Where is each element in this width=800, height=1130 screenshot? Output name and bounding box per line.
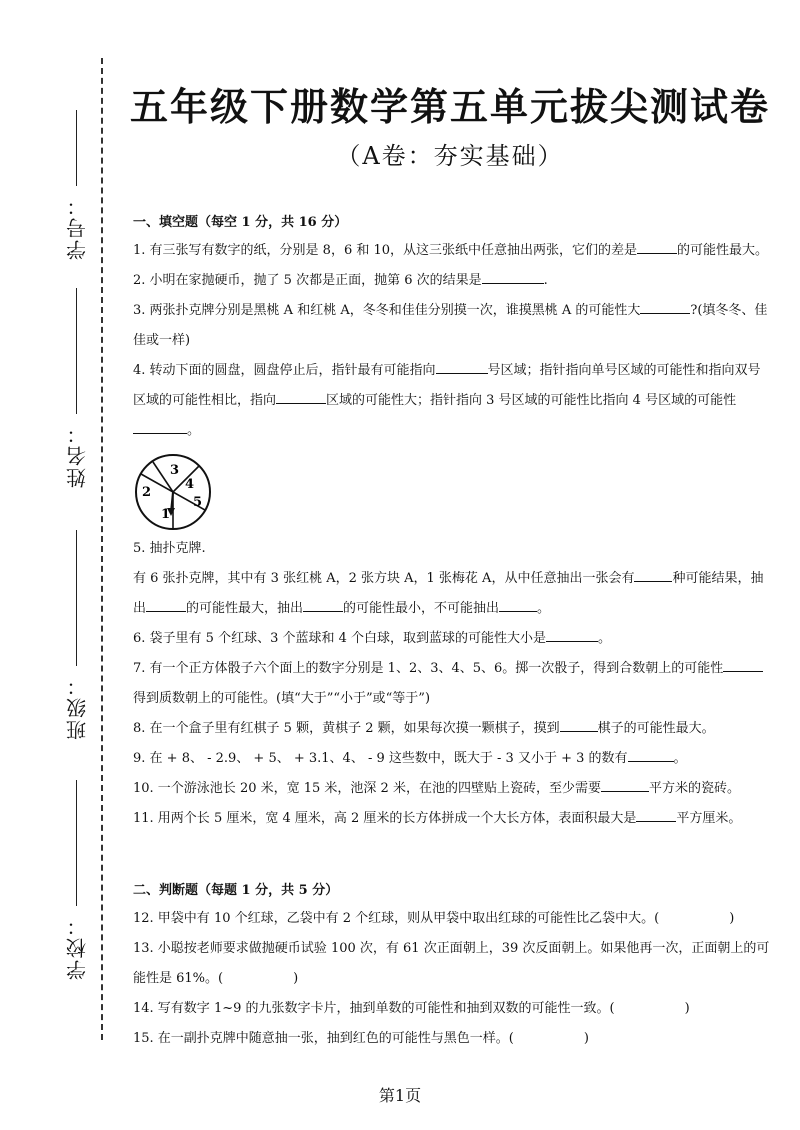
answer-blank[interactable] bbox=[133, 419, 187, 434]
page-title: 五年级下册数学第五单元拔尖测试卷 bbox=[129, 84, 770, 129]
answer-blank[interactable] bbox=[546, 627, 598, 642]
answer-blank[interactable] bbox=[276, 389, 326, 404]
binding-margin bbox=[0, 0, 110, 1130]
spinner-number: 3 bbox=[170, 463, 180, 478]
question-13: 13. 小聪按老师要求做抛硬币试验 100 次，有 61 次正面朝上，39 次反面朝上。如果他再一次，正面朝上的可能性是 61%。( ) bbox=[133, 941, 770, 986]
dashed-cut-line bbox=[101, 58, 103, 1040]
answer-blank[interactable] bbox=[637, 239, 677, 254]
answer-blank[interactable] bbox=[499, 597, 537, 612]
question-4: 4. 转动下面的圆盘，圆盘停止后，指针最有可能指向 号区域；指针指向单号区域的可能性和指向双号区域的可能性相比，指向 区域的可能性大；指针指向 3 号区域的可能性比指向 4 号区域的可能性。 bbox=[133, 356, 773, 446]
question-12: 12. 甲袋中有 10 个红球，乙袋中有 2 个红球，则从甲袋中取出红球的可能性比乙袋中大。( ) bbox=[133, 911, 735, 926]
name-line bbox=[77, 288, 78, 414]
spinner-number: 5 bbox=[193, 495, 203, 510]
exam-content bbox=[133, 210, 773, 1054]
class-label: 班级： bbox=[65, 674, 90, 740]
answer-blank[interactable] bbox=[146, 597, 186, 612]
answer-blank[interactable] bbox=[303, 597, 343, 612]
spinner-disc-figure bbox=[133, 452, 213, 532]
question-2: 2. 小明在家抛硬币，抛了 5 次都是正面，抛第 6 次的结果是 . bbox=[133, 266, 773, 296]
question-5-body: 有 6 张扑克牌，其中有 3 张红桃 A，2 张方块 A，1 张梅花 A，从中任意抽出一张会有 种可能结果，抽出 的可能性最大，抽出 的可能性最小，不可能抽出 。 bbox=[133, 564, 773, 624]
spinner-number: 4 bbox=[185, 477, 195, 492]
section-heading-fill-in: 一、填空题（每空 1 分，共 16 分） bbox=[133, 215, 348, 230]
answer-blank[interactable] bbox=[723, 657, 763, 672]
question-6: 6. 袋子里有 5 个红球、3 个蓝球和 4 个白球，取到蓝球的可能性大小是 。 bbox=[133, 624, 773, 654]
question-15: 15. 在一副扑克牌中随意抽一张，抽到红色的可能性与黑色一样。( ) bbox=[133, 1031, 589, 1046]
question-7: 7. 有一个正方体骰子六个面上的数字分别是 1、2、3、4、5、6。掷一次骰子，得到合数朝上的可能性得到质数朝上的可能性。(填“大于”“小于”或“等于”) bbox=[133, 654, 773, 714]
spinner-number: 1 bbox=[161, 507, 171, 522]
question-1: 1. 有三张写有数字的纸，分别是 8，6 和 10，从这三张纸中任意抽出两张，它们的差是 的可能性最大。 bbox=[133, 236, 773, 266]
name-field bbox=[62, 288, 92, 488]
question-11: 11. 用两个长 5 厘米，宽 4 厘米，高 2 厘米的长方体拼成一个大长方体，表面积最大是 平方厘米。 bbox=[133, 804, 773, 834]
question-5: 5. 抽扑克牌. bbox=[133, 541, 206, 556]
answer-blank[interactable] bbox=[636, 807, 676, 822]
student-id-line bbox=[77, 110, 78, 186]
school-field bbox=[62, 780, 92, 980]
school-line bbox=[77, 780, 78, 906]
question-8: 8. 在一个盒子里有红棋子 5 颗，黄棋子 2 颗，如果每次摸一颗棋子，摸到 棋子的可能性最大。 bbox=[133, 714, 773, 744]
answer-blank[interactable] bbox=[482, 269, 544, 284]
answer-blank[interactable] bbox=[436, 359, 488, 374]
section-heading-true-false: 二、判断题（每题 1 分，共 5 分） bbox=[133, 883, 339, 898]
school-label: 学校： bbox=[65, 914, 90, 980]
answer-blank[interactable] bbox=[634, 567, 672, 582]
question-9: 9. 在 + 8、 - 2.9、 + 5、 + 3.1、4、 - 9 这些数中，既大于 - 3 又小于 + 3 的数有 。 bbox=[133, 744, 773, 774]
student-id-label: 学号： bbox=[65, 194, 90, 260]
page-number: 第1页 bbox=[378, 1086, 422, 1105]
student-id-field bbox=[62, 110, 92, 260]
answer-blank[interactable] bbox=[601, 777, 649, 792]
class-line bbox=[77, 530, 78, 666]
question-3: 3. 两张扑克牌分别是黑桃 A 和红桃 A，冬冬和佳佳分别摸一次，谁摸黑桃 A 的可能性大 ?(填冬冬、佳佳或一样) bbox=[133, 296, 773, 356]
class-field bbox=[62, 530, 92, 740]
spinner-number: 2 bbox=[142, 485, 152, 500]
answer-blank[interactable] bbox=[560, 717, 598, 732]
page-subtitle: （A卷：夯实基础） bbox=[336, 142, 564, 170]
question-10: 10. 一个游泳池长 20 米，宽 15 米，池深 2 米，在池的四壁贴上瓷砖，至少需要 平方米的瓷砖。 bbox=[133, 774, 773, 804]
name-label: 姓名： bbox=[65, 422, 90, 488]
answer-blank[interactable] bbox=[640, 299, 690, 314]
answer-blank[interactable] bbox=[628, 747, 674, 762]
question-14: 14. 写有数字 1~9 的九张数字卡片，抽到单数的可能性和抽到双数的可能性一致。( ) bbox=[133, 1001, 690, 1016]
